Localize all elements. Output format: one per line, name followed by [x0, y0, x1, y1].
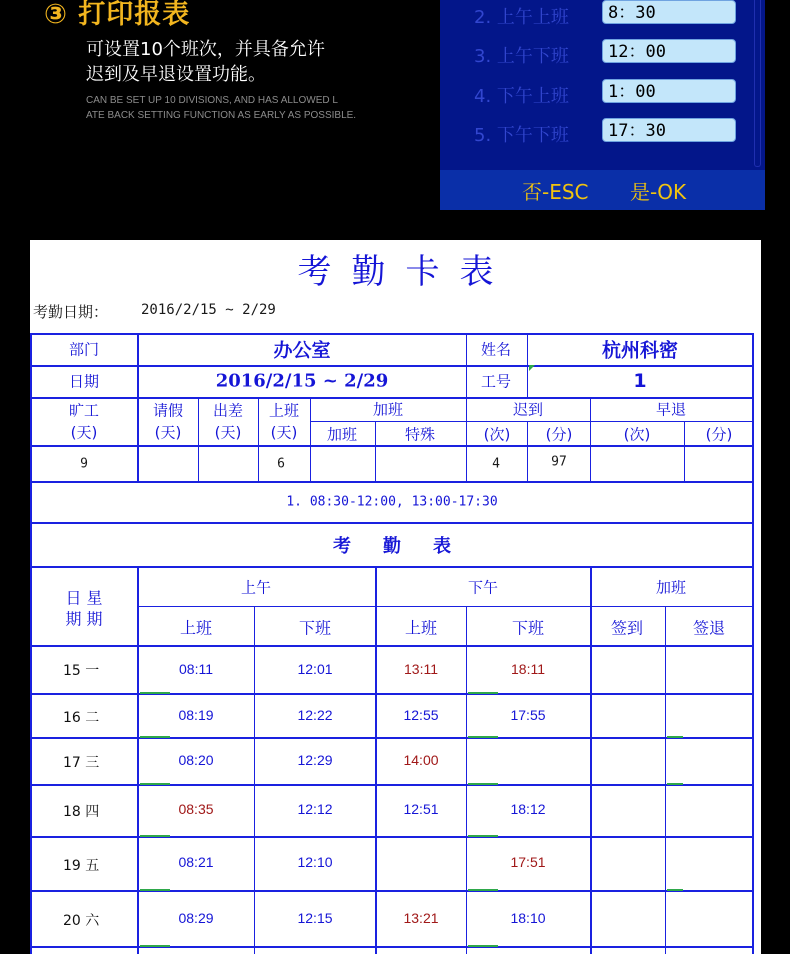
shift-label: 2. 上午上班 — [474, 7, 569, 28]
shift-row[interactable] — [440, 39, 765, 69]
date-weekday-header-bottom: 期 期 — [65, 609, 103, 629]
work-value: 6 — [277, 456, 285, 472]
card-title: 考勤卡表 — [297, 252, 514, 292]
time-cell: 13:11 — [404, 661, 438, 677]
name-label: 姓名 — [480, 340, 512, 359]
time-cell: 08:21 — [178, 854, 214, 870]
shift-time-field[interactable]: 12：00 — [602, 39, 736, 63]
table-line — [375, 421, 376, 481]
grid-mark — [140, 692, 170, 694]
description-line-1: 可设置10个班次，并具备允许 — [86, 39, 325, 60]
time-cell: 17:51 — [510, 854, 546, 870]
trip-header: 出差 — [212, 401, 244, 420]
afternoon-in-header: 上班 — [404, 618, 438, 638]
late-times-unit: (次) — [483, 425, 511, 444]
table-line — [590, 397, 591, 481]
cell-marker — [529, 365, 535, 371]
device-footer — [440, 170, 765, 210]
early-header: 早退 — [655, 400, 687, 419]
absent-header: 旷工 — [68, 401, 100, 420]
day-cell: 15 一 — [63, 663, 100, 679]
morning-header: 上午 — [240, 578, 272, 597]
time-cell: 12:01 — [297, 661, 333, 677]
shift-info: 1. 08:30-12:00, 13:00-17:30 — [286, 494, 498, 510]
table-line — [198, 397, 199, 481]
morning-out-header: 下班 — [298, 618, 332, 638]
day-cell: 20 六 — [63, 913, 100, 929]
time-cell: 08:35 — [178, 801, 214, 817]
grid-mark — [667, 783, 683, 785]
time-cell: 08:19 — [178, 707, 214, 723]
dept-value: 办公室 — [273, 339, 331, 362]
table-line — [30, 481, 754, 483]
description-line-2: 迟到及早退设置功能。 — [86, 64, 266, 85]
table-line — [254, 606, 255, 954]
leave-header: 请假 — [152, 401, 184, 420]
overtime-normal-header: 加班 — [326, 425, 358, 444]
day-cell: 17 三 — [63, 755, 100, 771]
table-line — [527, 333, 528, 397]
work-unit: (天) — [270, 423, 298, 442]
morning-in-header: 上班 — [179, 618, 213, 638]
table-border — [752, 333, 754, 954]
device-screen — [440, 0, 765, 210]
afternoon-out-header: 下班 — [511, 618, 545, 638]
time-cell: 14:00 — [403, 752, 439, 768]
table-line — [590, 566, 592, 954]
grid-mark — [140, 889, 170, 891]
date-range-label: 考勤日期： — [33, 303, 109, 321]
id-value: 1 — [633, 370, 647, 392]
id-label: 工号 — [480, 372, 512, 391]
time-cell: 08:11 — [179, 661, 213, 677]
table-line — [684, 421, 685, 481]
overtime-section-header: 加班 — [655, 578, 687, 597]
time-cell: 12:10 — [297, 854, 333, 870]
early-times-unit: (次) — [623, 425, 651, 444]
absent-unit: (天) — [70, 423, 98, 442]
shift-time-field[interactable]: 17：30 — [602, 118, 736, 142]
section-title: ③ 打印报表 — [44, 0, 191, 30]
time-cell: 18:12 — [510, 801, 546, 817]
table-line — [310, 421, 754, 422]
cancel-button[interactable]: 否-ESC — [522, 180, 589, 204]
table-line — [137, 566, 139, 954]
shift-row[interactable] — [440, 0, 765, 30]
late-header: 迟到 — [512, 400, 544, 419]
sign-out-header: 签退 — [692, 618, 726, 638]
shift-label: 4. 下午上班 — [474, 86, 569, 107]
day-cell: 18 四 — [63, 804, 100, 820]
english-description-line-1: CAN BE SET UP 10 DIVISIONS, AND HAS ALLOWED L — [86, 95, 338, 106]
work-header: 上班 — [268, 401, 300, 420]
table-line — [30, 522, 754, 524]
shift-time-field[interactable]: 1：00 — [602, 79, 736, 103]
late-times-value: 4 — [492, 456, 500, 472]
time-cell: 18:10 — [510, 910, 546, 926]
day-cell: 16 二 — [63, 710, 100, 726]
time-cell: 12:15 — [297, 910, 333, 926]
table-title: 考勤表 — [333, 536, 483, 557]
sign-in-header: 签到 — [610, 618, 644, 638]
shift-label: 5. 下午下班 — [474, 125, 569, 146]
grid-mark — [468, 783, 498, 785]
grid-mark — [468, 889, 498, 891]
time-cell: 08:20 — [178, 752, 214, 768]
grid-mark — [468, 692, 498, 694]
grid-mark — [667, 889, 683, 891]
trip-unit: (天) — [214, 423, 242, 442]
date-weekday-header-top: 日 星 — [65, 588, 103, 608]
grid-mark — [140, 945, 170, 947]
time-cell: 12:12 — [297, 801, 333, 817]
time-cell: 13:21 — [403, 910, 439, 926]
shift-row[interactable] — [440, 79, 765, 109]
grid-mark — [140, 736, 170, 738]
early-minutes-unit: (分) — [705, 425, 733, 444]
grid-mark — [468, 835, 498, 837]
late-minutes-unit: (分) — [545, 425, 573, 444]
table-line — [466, 333, 467, 481]
date-row-value: 2016/2/15 ~ 2/29 — [215, 370, 389, 392]
table-line — [137, 333, 139, 481]
ok-button[interactable]: 是-OK — [630, 180, 687, 204]
grid-mark — [140, 783, 170, 785]
english-description-line-2: ATE BACK SETTING FUNCTION AS EARLY AS POSSIBLE. — [86, 110, 357, 121]
table-line — [258, 397, 259, 481]
overtime-header: 加班 — [372, 400, 404, 419]
date-range-value: 2016/2/15 ~ 2/29 — [141, 302, 276, 318]
time-cell: 17:55 — [510, 707, 546, 723]
name-value: 杭州科密 — [601, 339, 679, 362]
table-line — [527, 421, 528, 481]
grid-mark — [468, 945, 498, 947]
leave-unit: (天) — [154, 423, 182, 442]
dept-label: 部门 — [68, 340, 100, 359]
time-cell: 18:11 — [511, 661, 545, 677]
attendance-card — [30, 240, 761, 954]
shift-time-field[interactable]: 8：30 — [602, 0, 736, 24]
shift-label: 3. 上午下班 — [474, 46, 569, 67]
time-cell: 12:22 — [297, 707, 333, 723]
table-line — [310, 397, 311, 481]
time-cell: 08:29 — [178, 910, 214, 926]
table-border — [30, 333, 32, 954]
grid-mark — [667, 736, 683, 738]
table-line — [665, 606, 666, 954]
absent-value: 9 — [80, 456, 88, 472]
time-cell: 12:51 — [403, 801, 439, 817]
time-cell: 12:29 — [297, 752, 333, 768]
afternoon-header: 下午 — [467, 578, 499, 597]
grid-mark — [468, 736, 498, 738]
table-line — [466, 606, 467, 954]
time-cell: 12:55 — [403, 707, 439, 723]
table-line — [375, 566, 377, 954]
grid-mark — [140, 835, 170, 837]
scrollbar[interactable] — [754, 0, 761, 167]
date-row-label: 日期 — [68, 372, 100, 391]
late-minutes-value: 97 — [551, 454, 567, 470]
table-line — [138, 606, 754, 607]
shift-row[interactable] — [440, 118, 765, 148]
day-cell: 19 五 — [63, 858, 100, 874]
overtime-special-header: 特殊 — [404, 425, 436, 444]
